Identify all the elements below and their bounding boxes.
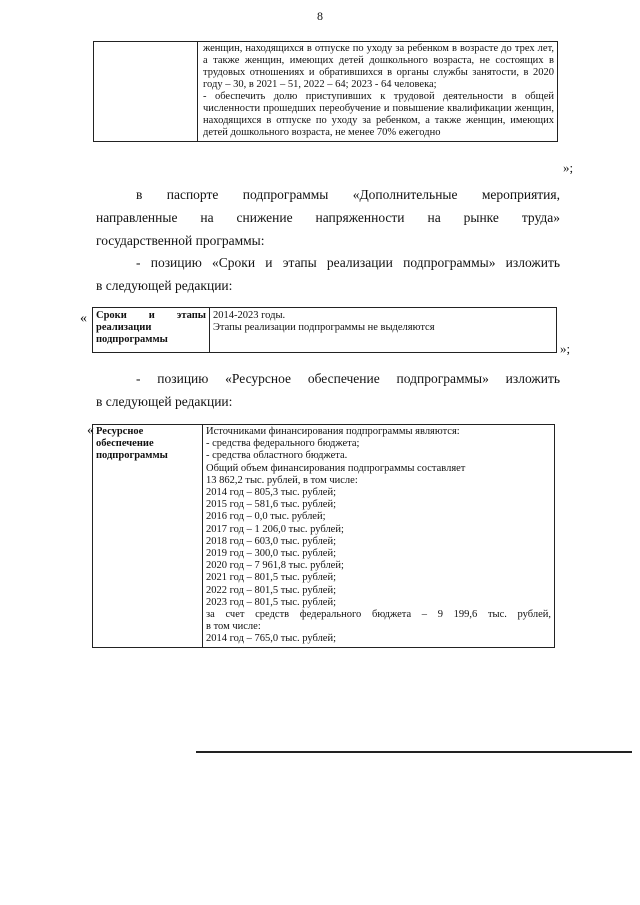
- paragraph-terms: [96, 251, 560, 297]
- paragraph-line: в следующей редакции:: [96, 394, 233, 409]
- closing-quote: »;: [560, 341, 571, 356]
- page-bottom-rule: [196, 751, 632, 753]
- resource-line: 2018 год – 603,0 тыс. рублей;: [206, 535, 337, 547]
- opening-quote: «: [80, 311, 87, 326]
- resource-line: 2014 год – 805,3 тыс. рублей;: [206, 487, 337, 499]
- terms-table: [92, 307, 557, 353]
- resource-line: за счет средств федерального бюджета – 9 199,6 тыс. рублей,: [206, 609, 551, 621]
- paragraph-line: - позицию «Сроки и этапы реализации подпрограммы» изложить: [136, 255, 560, 270]
- resources-label-line: обеспечение: [96, 438, 154, 450]
- resource-line: 2023 год – 801,5 тыс. рублей;: [206, 596, 337, 608]
- paragraph-line: государственной программы:: [96, 233, 265, 248]
- resources-table: [92, 424, 555, 648]
- resource-line: - средства областного бюджета.: [206, 450, 348, 462]
- resources-label-line: Ресурсное: [96, 426, 144, 437]
- empty-label-cell: [94, 42, 198, 142]
- goals-text-cell: [198, 42, 558, 142]
- resource-line: Источниками финансирования подпрограммы являются:: [206, 426, 460, 437]
- resource-line: - средства федерального бюджета;: [206, 438, 360, 450]
- terms-label-line: Сроки и этапы: [96, 310, 206, 321]
- resource-line: 13 862,2 тыс. рублей, в том числе:: [206, 474, 358, 486]
- resources-label-cell: [93, 425, 203, 648]
- paragraph-passport: [96, 183, 560, 252]
- resource-line: в том числе:: [206, 621, 261, 633]
- opening-quote: «: [87, 423, 94, 438]
- resources-value-cell: [203, 425, 555, 648]
- resource-line: 2017 год – 1 206,0 тыс. рублей;: [206, 523, 344, 535]
- terms-label-line: подпрограммы: [96, 334, 168, 345]
- goals-item-text: - обеспечить долю приступивших к трудовой деятельности в общей численности прошедших переобучение и повышение квалификации женщин, находящихся в отпуске по уходу за ребенком, а также женщин, имеющих детей дошкольного возраста, не менее 70% ежегодно: [203, 91, 554, 138]
- terms-value-cell: [210, 308, 557, 353]
- paragraph-line: - позицию «Ресурсное обеспечение подпрограммы» изложить: [136, 371, 560, 386]
- terms-label-cell: [93, 308, 210, 353]
- resource-line: Общий объем финансирования подпрограммы составляет: [206, 462, 466, 474]
- page-number: 8: [317, 9, 323, 23]
- terms-value-line: 2014-2023 годы.: [213, 310, 286, 321]
- goals-continuation-text: женщин, находящихся в отпуске по уходу за ребенком в возрасте до трех лет, а также женщин, имеющих детей дошкольного возраста, не состоящих в трудовых отношениях и обратившихся в органы службы занятости, в 2020 году – 30, в 2021 – 51, 2022 – 64; 2023 - 64 человека;: [203, 43, 554, 90]
- paragraph-resources: [96, 367, 560, 413]
- resource-line: 2022 год – 801,5 тыс. рублей;: [206, 584, 337, 596]
- terms-label-line: реализации: [96, 322, 152, 333]
- paragraph-line: в следующей редакции:: [96, 278, 233, 293]
- resource-line: 2019 год – 300,0 тыс. рублей;: [206, 548, 337, 560]
- terms-value-line: Этапы реализации подпрограммы не выделяются: [213, 322, 435, 333]
- resource-line: 2015 год – 581,6 тыс. рублей;: [206, 499, 337, 511]
- paragraph-line: в паспорте подпрограммы «Дополнительные мероприятия,: [136, 187, 560, 202]
- paragraph-line: направленные на снижение напряженности на рынке труда»: [96, 210, 560, 225]
- resource-line: 2021 год – 801,5 тыс. рублей;: [206, 572, 337, 584]
- resource-line: 2014 год – 765,0 тыс. рублей;: [206, 633, 337, 645]
- resources-label-line: подпрограммы: [96, 450, 168, 462]
- goals-table-continuation: [93, 41, 558, 142]
- closing-quote: »;: [563, 160, 574, 175]
- resource-line: 2020 год – 7 961,8 тыс. рублей;: [206, 560, 344, 572]
- resource-line: 2016 год – 0,0 тыс. рублей;: [206, 511, 326, 523]
